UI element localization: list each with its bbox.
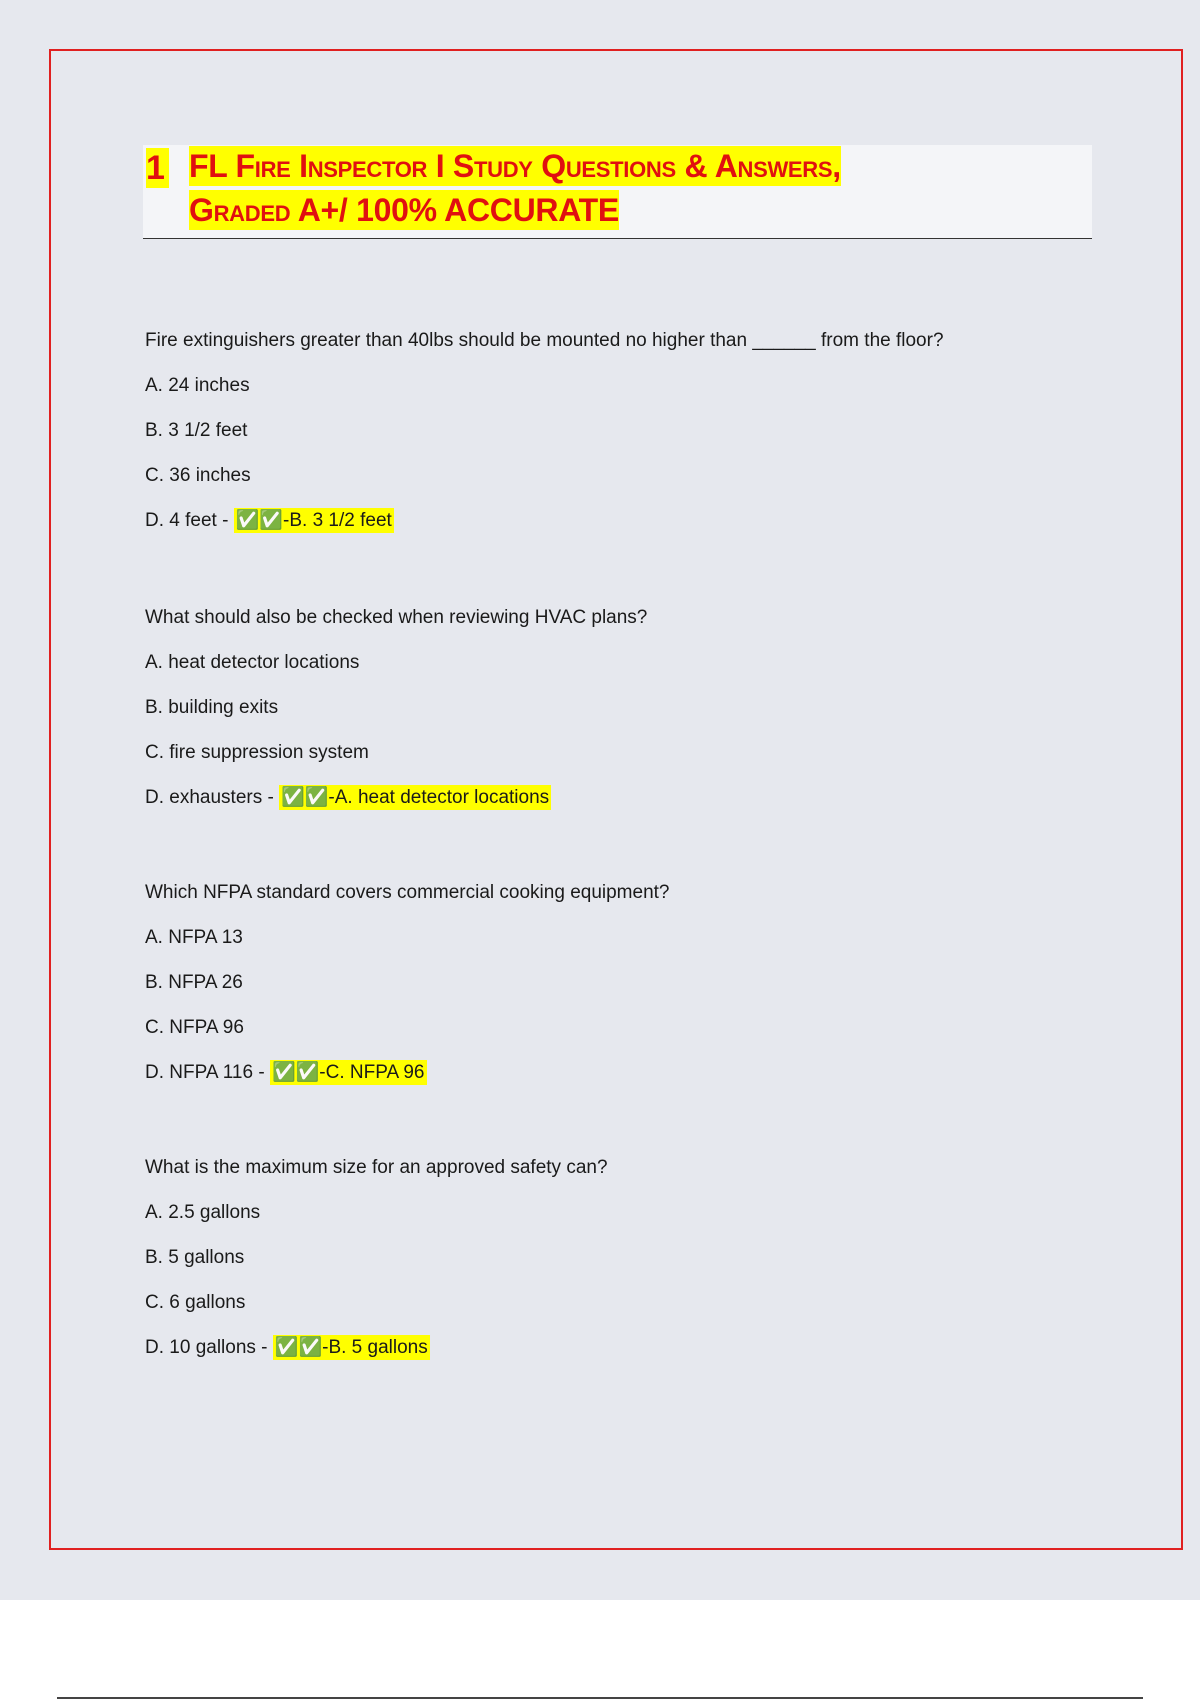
footer-rule [57,1697,1143,1699]
question-text: What is the maximum size for an approved safety can? [145,1157,608,1178]
option-b: B. NFPA 26 [145,972,243,993]
answer-highlight: ✅✅-B. 3 1/2 feet [235,510,392,531]
option-c: C. NFPA 96 [145,1017,244,1038]
option-c: C. fire suppression system [145,742,369,763]
option-a: A. heat detector locations [145,652,360,673]
option-c: C. 36 inches [145,465,251,486]
question-text: Fire extinguishers greater than 40lbs should be mounted no higher than ______ from the floor? [145,330,944,351]
answer-highlight: ✅✅-C. NFPA 96 [271,1062,425,1083]
question-block-4 [145,1155,608,1380]
option-d-text: D. exhausters - [145,787,280,808]
question-text: What should also be checked when reviewing HVAC plans? [145,607,648,628]
question-block-1 [145,328,944,553]
option-b: B. 5 gallons [145,1247,245,1268]
question-text: Which NFPA standard covers commercial cooking equipment? [145,882,670,903]
option-c: C. 6 gallons [145,1292,246,1313]
option-d-text: D. 4 feet - [145,510,234,531]
option-a: A. 2.5 gallons [145,1202,261,1223]
answer-highlight: ✅✅-A. heat detector locations [281,787,550,808]
title-line-2: Graded A+/ 100% ACCURATE [189,192,619,228]
option-d [145,785,647,830]
option-b: B. 3 1/2 feet [145,420,248,441]
option-d [145,1060,670,1105]
question-block-3 [145,880,670,1105]
option-a: A. NFPA 13 [145,927,243,948]
question-block-2 [145,605,647,830]
option-d [145,508,944,553]
option-b: B. building exits [145,697,279,718]
option-a: A. 24 inches [145,375,250,396]
title-number: 1 [146,148,169,188]
answer-highlight: ✅✅-B. 5 gallons [274,1337,428,1358]
option-d-text: D. NFPA 116 - [145,1062,270,1083]
option-d-text: D. 10 gallons - [145,1337,273,1358]
option-d [145,1335,608,1380]
title-line-1: FL Fire Inspector I Study Questions & Answers, [189,148,841,184]
